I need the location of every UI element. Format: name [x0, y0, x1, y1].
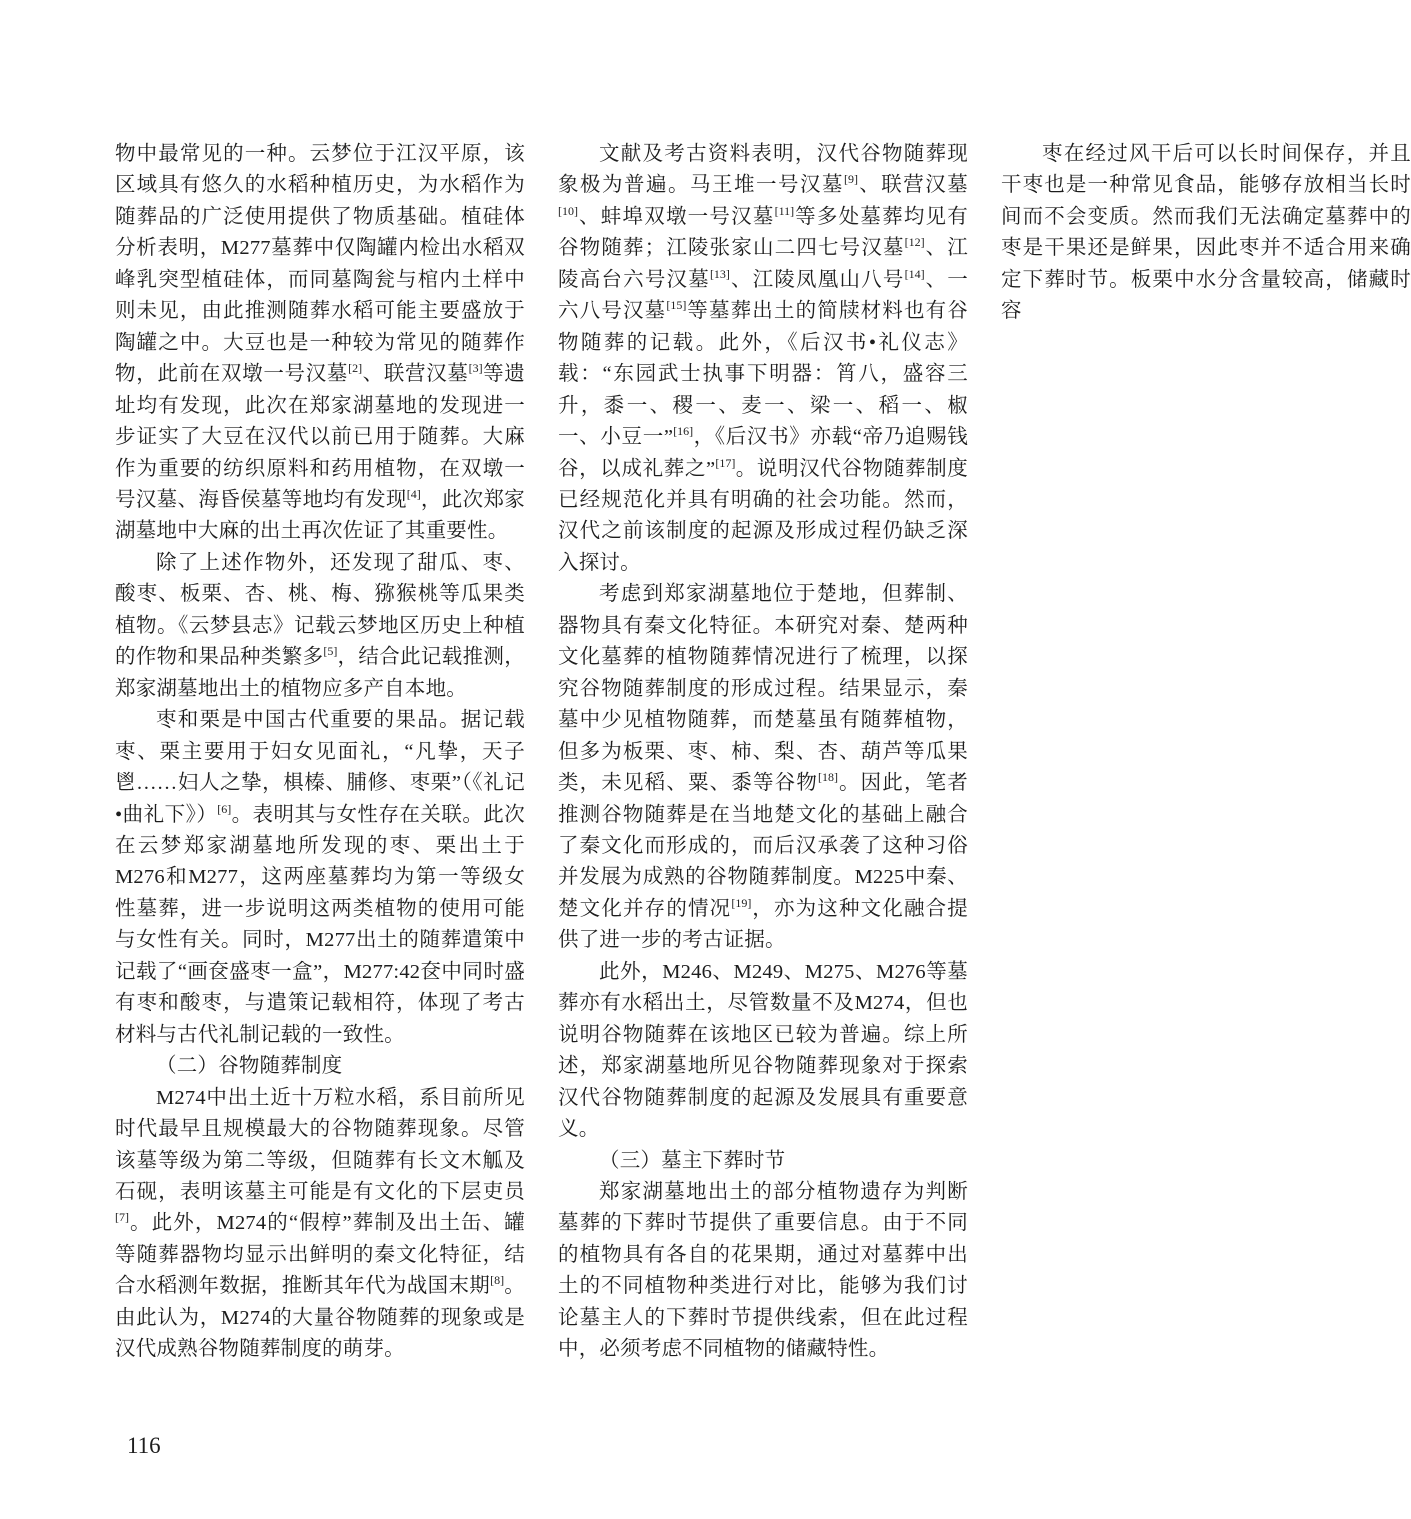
paragraph-m274: M274中出土近十万粒水稻，系目前所见时代最早且规模最大的谷物随葬现象。尽管该墓等级为第二等级，但随葬有长文木觚及石砚，表明该墓主可能是有文化的下层吏员[7]。此外，M274的“假椁”葬制及出土缶、罐等随葬器物均显示出鲜明的秦文化特征，结合水稻测年数据，推断其年代为战国末期[8]。由此认为，M274的大量谷物随葬的现象或是汉代成熟谷物随葬制度的萌芽。 — [115, 1086, 525, 1361]
citation-ref: [6] — [217, 801, 232, 816]
citation-ref: [19] — [731, 896, 752, 911]
citation-ref: [7] — [115, 1210, 129, 1225]
citation-ref: [10] — [558, 204, 578, 219]
citation-ref: [13] — [709, 266, 730, 281]
citation-ref: [2] — [348, 361, 363, 376]
paragraph-burial-season-intro: 郑家湖墓地出土的部分植物遗存为判断墓葬的下葬时节提供了重要信息。由于不同的植物具有各自的花果期，通过对墓葬中出土的不同植物种类进行对比，能够为我们讨论墓主人的下葬时节提供线索，但在此过程中，必须考虑不同植物的储藏特性。 — [558, 1180, 968, 1361]
paragraph-fruits: 除了上述作物外，还发现了甜瓜、枣、酸枣、板栗、杏、桃、梅、猕猴桃等瓜果类植物。《云梦县志》记载云梦地区历史上种植的作物和果品种类繁多[5]，结合此记载推测，郑家湖墓地出土的植物应多产自本地。 — [115, 551, 525, 700]
paragraph-jujube-storage: 枣在经过风干后可以长时间保存，并且干枣也是一种常见食品，能够存放相当长时间而不会变质。然而我们无法确定墓葬中的枣是干果还是鲜果，因此枣并不适合用来确定下葬时节。板栗中水分含量较高，储藏时容 — [1001, 143, 1411, 323]
paragraph-han-grain-burial: 文献及考古资料表明，汉代谷物随葬现象极为普遍。马王堆一号汉墓[9]、联营汉墓[10]、蚌埠双墩一号汉墓[11]等多处墓葬均见有谷物随葬；江陵张家山二四七号汉墓[12]、江陵高台六号汉墓[13]、江陵凤凰山八号[14]、一六八号汉墓[15]等墓葬出土的简牍材料也有谷物随葬的记载。此外，《后汉书•礼仪志》载：“东园武士执事下明器：筲八，盛容三升，黍一、稷一、麦一、梁一、稻一、椒一、小豆一”[16]，《后汉书》亦载“帝乃追赐钱谷，以成礼葬之”[17]。说明汉代谷物随葬制度已经规范化并具有明确的社会功能。然而，汉代之前该制度的起源及形成过程仍缺乏深入探讨。 — [558, 143, 968, 574]
article-content — [115, 139, 1411, 1399]
citation-ref: [9] — [844, 172, 858, 187]
citation-ref: [4] — [406, 487, 421, 502]
citation-ref: [11] — [774, 204, 795, 219]
section-heading-grain-burial: （二）谷物随葬制度 — [156, 1055, 343, 1078]
paragraph-jujube-chestnut: 枣和栗是中国古代重要的果品。据记载枣、栗主要用于妇女见面礼，“凡挚，天子鬯……妇人之挚，椇榛、脯修、枣栗”（《礼记•曲礼下》）[6]。表明其与女性存在关联。此次在云梦郑家湖墓地所发现的枣、栗出土于M276和M277，这两座墓葬均为第一等级女性墓葬，进一步说明这两类植物的使用可能与女性有关。同时，M277出土的随葬遣策中记载了“画奁盛枣一盒”，M277:42奁中同时盛有枣和酸枣，与遣策记载相符，体现了考古材料与古代礼制记载的一致性。 — [115, 709, 525, 1046]
citation-ref: [17] — [715, 455, 736, 470]
paragraph-qin-chu-culture: 考虑到郑家湖墓地位于楚地，但葬制、器物具有秦文化特征。本研究对秦、楚两种文化墓葬的植物随葬情况进行了梳理，以探究谷物随葬制度的形成过程。结果显示，秦墓中少见植物随葬，而楚墓虽有随葬植物，但多为板栗、枣、柿、梨、杏、葫芦等瓜果类，未见稻、粟、黍等谷物[18]。因此，笔者推测谷物随葬是在当地楚文化的基础上融合了秦文化而形成的，而后汉承袭了这种习俗并发展为成熟的谷物随葬制度。M225中秦、楚文化并存的情况[19]，亦为这种文化融合提供了进一步的考古证据。 — [558, 583, 968, 952]
paragraph-crops-continued: 物中最常见的一种。云梦位于江汉平原，该区域具有悠久的水稻种植历史，为水稻作为随葬品的广泛使用提供了物质基础。植硅体分析表明，M277墓葬中仅陶罐内检出水稻双峰乳突型植硅体，而同墓陶瓮与棺内土样中则未见，由此推测随葬水稻可能主要盛放于陶罐之中。大豆也是一种较为常见的随葬作物，此前在双墩一号汉墓[2]、联营汉墓[3]等遗址均有发现，此次在郑家湖墓地的发现进一步证实了大豆在汉代以前已用于随葬。大麻作为重要的纺织原料和药用植物，在双墩一号汉墓、海昏侯墓等地均有发现[4]，此次郑家湖墓地中大麻的出土再次佐证了其重要性。 — [115, 143, 525, 543]
citation-ref: [14] — [904, 266, 925, 281]
citation-ref: [5] — [323, 644, 338, 659]
section-heading-burial-season: （三）墓主下葬时节 — [599, 1149, 786, 1172]
citation-ref: [8] — [490, 1273, 505, 1288]
paragraph-other-tombs-rice: 此外，M246、M249、M275、M276等墓葬亦有水稻出土，尽管数量不及M274，但也说明谷物随葬在该地区已较为普遍。综上所述，郑家湖墓地所见谷物随葬现象对于探索汉代谷物随葬制度的起源及发展具有重要意义。 — [558, 960, 968, 1141]
citation-ref: [15] — [666, 298, 687, 313]
citation-ref: [12] — [904, 235, 925, 250]
page-number: 116 — [127, 1433, 161, 1458]
citation-ref: [3] — [468, 361, 483, 376]
citation-ref: [18] — [818, 770, 838, 785]
citation-ref: [16] — [673, 424, 694, 439]
